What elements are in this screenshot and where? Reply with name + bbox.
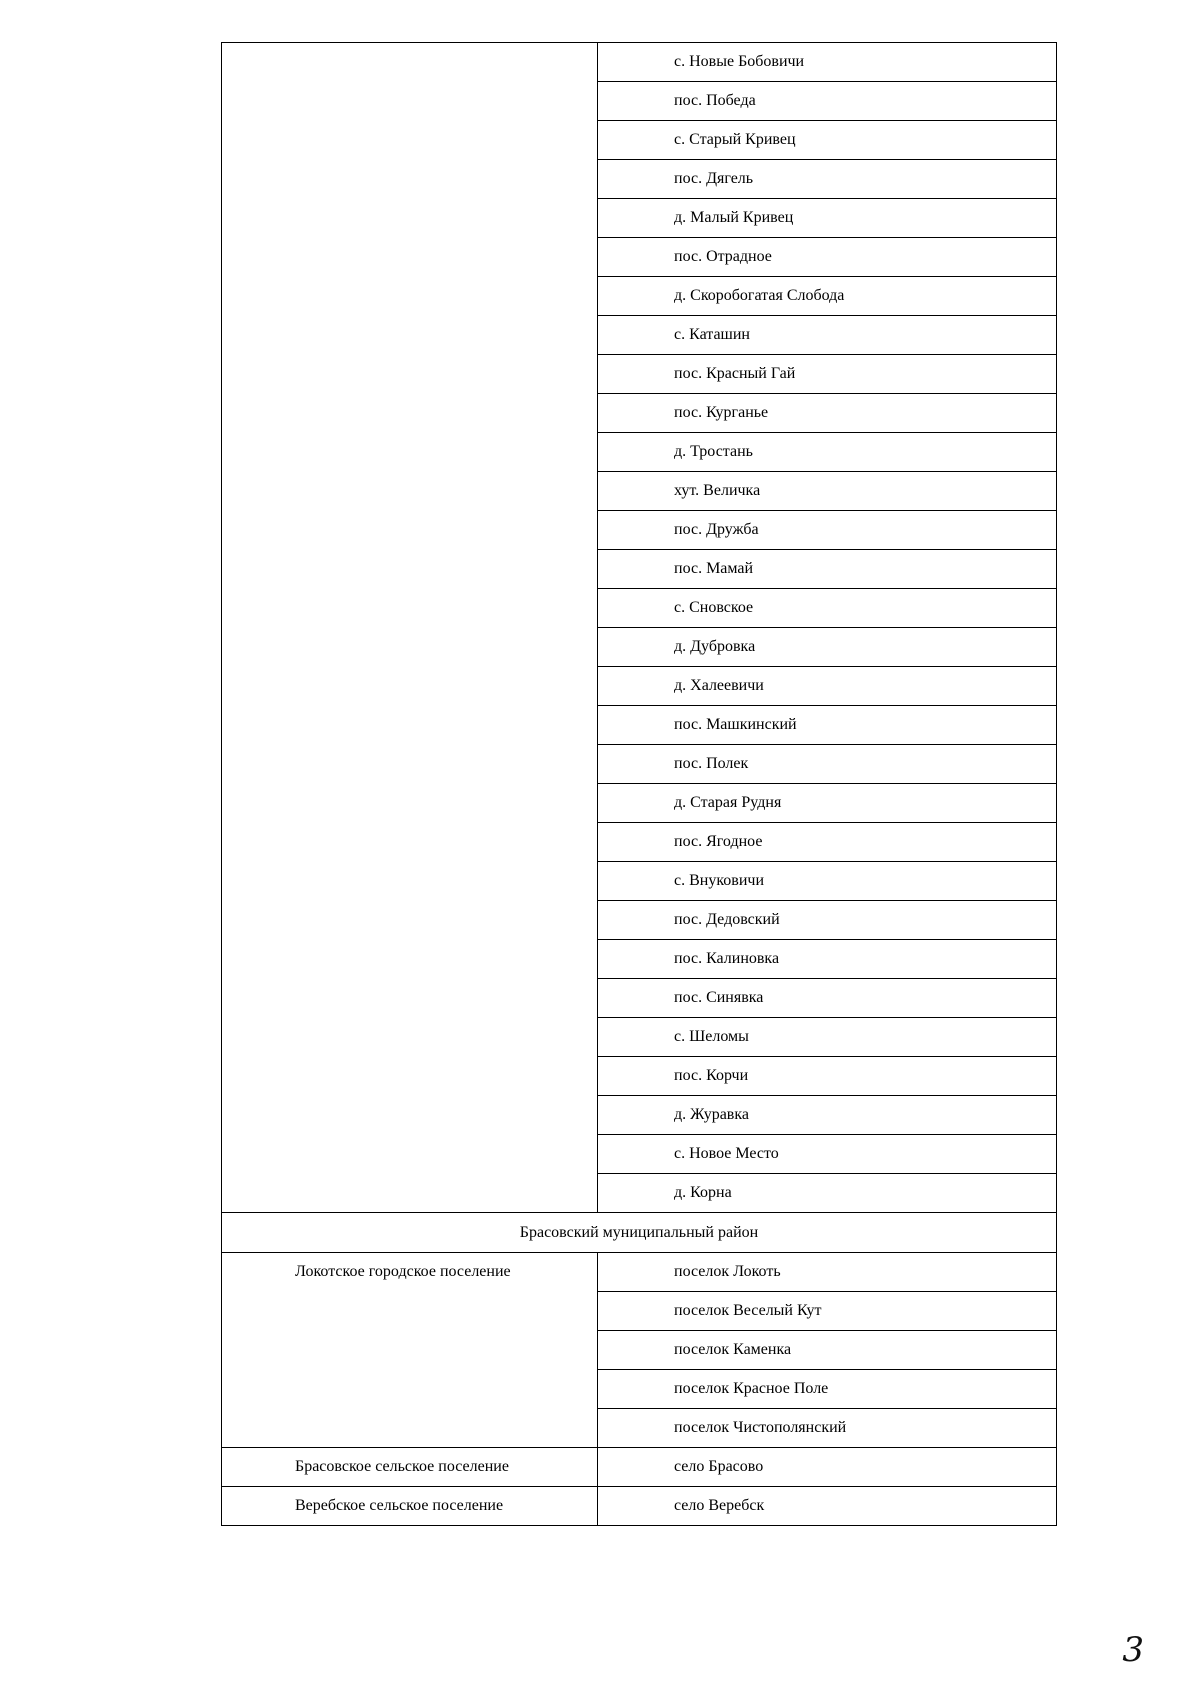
settlement-cell: пос. Дягель xyxy=(598,160,1057,199)
settlement-cell: пос. Дружба xyxy=(598,511,1057,550)
settlement-cell: поселок Каменка xyxy=(598,1331,1057,1370)
settlement-cell: пос. Курганье xyxy=(598,394,1057,433)
settlement-cell: пос. Калиновка xyxy=(598,940,1057,979)
settlement-cell: пос. Мамай xyxy=(598,550,1057,589)
table-row xyxy=(222,43,1057,82)
table-row xyxy=(222,1253,1057,1292)
municipality-cell xyxy=(222,1448,598,1487)
settlement-cell: с. Внуковичи xyxy=(598,862,1057,901)
settlement-cell: пос. Корчи xyxy=(598,1057,1057,1096)
page-number: 3 xyxy=(1122,1630,1144,1670)
settlement-cell: пос. Отрадное xyxy=(598,238,1057,277)
settlement-cell: село Брасово xyxy=(598,1448,1057,1487)
settlement-cell: пос. Синявка xyxy=(598,979,1057,1018)
settlement-cell: с. Шеломы xyxy=(598,1018,1057,1057)
settlement-cell: поселок Веселый Кут xyxy=(598,1292,1057,1331)
settlement-cell: д. Старая Рудня xyxy=(598,784,1057,823)
district-header-row xyxy=(222,1213,1057,1253)
settlement-cell: с. Новые Бобовичи xyxy=(598,43,1057,82)
settlement-cell: пос. Ягодное xyxy=(598,823,1057,862)
settlement-cell: с. Старый Кривец xyxy=(598,121,1057,160)
table-row xyxy=(222,1448,1057,1487)
municipality-name: Локотское городское поселение xyxy=(295,1263,511,1280)
settlements-table-body xyxy=(222,43,1057,1526)
settlement-cell: с. Сновское xyxy=(598,589,1057,628)
settlement-cell: д. Малый Кривец xyxy=(598,199,1057,238)
settlement-cell: поселок Чистополянский xyxy=(598,1409,1057,1448)
settlement-cell: д. Журавка xyxy=(598,1096,1057,1135)
municipality-name: Брасовское сельское поселение xyxy=(295,1458,509,1475)
settlement-cell: пос. Дедовский xyxy=(598,901,1057,940)
settlement-cell: пос. Победа xyxy=(598,82,1057,121)
municipality-cell-empty xyxy=(222,43,598,1213)
municipality-cell xyxy=(222,1253,598,1448)
settlement-cell: хут. Величка xyxy=(598,472,1057,511)
municipality-name: Веребское сельское поселение xyxy=(295,1497,504,1514)
settlement-cell: село Веребск xyxy=(598,1487,1057,1526)
settlement-cell: пос. Красный Гай xyxy=(598,355,1057,394)
settlement-cell: д. Тростань xyxy=(598,433,1057,472)
settlement-cell: д. Халеевичи xyxy=(598,667,1057,706)
municipality-cell xyxy=(222,1487,598,1526)
settlement-cell: д. Дубровка xyxy=(598,628,1057,667)
settlement-cell: д. Корна xyxy=(598,1174,1057,1213)
settlements-table xyxy=(221,42,1057,1526)
settlement-cell: с. Новое Место xyxy=(598,1135,1057,1174)
settlement-cell: с. Каташин xyxy=(598,316,1057,355)
settlement-cell: поселок Красное Поле xyxy=(598,1370,1057,1409)
district-header: Брасовский муниципальный район xyxy=(222,1213,1057,1253)
settlement-cell: д. Скоробогатая Слобода xyxy=(598,277,1057,316)
settlement-cell: пос. Машкинский xyxy=(598,706,1057,745)
settlement-cell: пос. Полек xyxy=(598,745,1057,784)
table-row xyxy=(222,1487,1057,1526)
settlement-cell: поселок Локоть xyxy=(598,1253,1057,1292)
